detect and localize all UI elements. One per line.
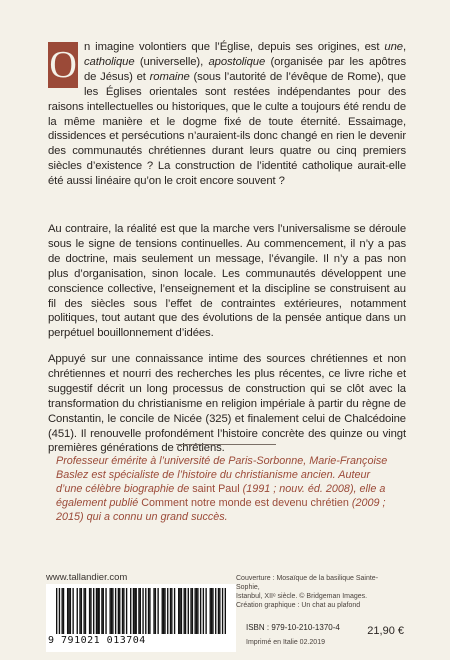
barcode-bar xyxy=(56,588,57,634)
barcode-bar xyxy=(77,588,78,634)
roman-text: Comment notre monde est devenu chrétien xyxy=(141,496,349,509)
barcode-bar xyxy=(181,588,182,634)
credit-line: Création graphique : Un chat au plafond xyxy=(236,602,361,609)
barcode-bar xyxy=(101,588,102,634)
italic-text: apostolique xyxy=(208,55,266,68)
barcode-bar xyxy=(170,588,171,634)
barcode-bar xyxy=(97,588,98,634)
barcode-bar xyxy=(133,588,134,634)
barcode-bar xyxy=(194,588,195,634)
barcode-bar xyxy=(63,588,64,634)
section-divider xyxy=(176,444,276,445)
barcode-bar xyxy=(118,588,119,634)
barcode-bar xyxy=(89,588,90,634)
barcode-bar xyxy=(111,588,112,634)
barcode-bar xyxy=(67,588,68,634)
barcode-bar xyxy=(225,588,226,634)
intro-text xyxy=(48,41,406,187)
barcode-bar xyxy=(164,588,165,634)
barcode-bar xyxy=(130,588,131,634)
roman-text: n imagine volontiers que l’Église, depuis ses origines, est xyxy=(84,41,385,53)
barcode-bar xyxy=(148,588,149,634)
intro-paragraph xyxy=(48,40,406,189)
price: 21,90 € xyxy=(367,625,404,637)
barcode-bar xyxy=(126,588,127,634)
printed-in: Imprimé en Italie 02.2019 xyxy=(246,639,325,646)
italic-text: (2009 ; 2015) qui a connu un grand succès. xyxy=(56,496,386,523)
barcode-bar xyxy=(103,588,104,634)
barcode-bar xyxy=(219,588,220,634)
author-bio xyxy=(56,455,398,525)
barcode-bar xyxy=(155,588,156,634)
barcode-bar xyxy=(105,588,106,634)
barcode-bar xyxy=(197,588,198,634)
barcode-bar xyxy=(211,588,212,634)
barcode-bar xyxy=(205,588,206,634)
barcode-bar xyxy=(72,588,73,634)
credit-line: Couverture : Mosaïque de la basilique Sainte-Sophie, xyxy=(236,575,379,591)
publisher-website: www.tallandier.com xyxy=(46,572,128,583)
barcode-bar xyxy=(61,588,62,634)
barcode-bar xyxy=(115,588,116,634)
barcode-bar xyxy=(136,588,137,634)
italic-text: (1991 ; nouv. éd. 2008), elle a également publié xyxy=(56,482,386,509)
barcode-bar xyxy=(174,588,175,634)
barcode-bar xyxy=(145,588,146,634)
barcode-bar xyxy=(188,588,189,634)
barcode-bar xyxy=(85,588,86,634)
barcode-bar xyxy=(140,588,141,634)
barcode-bar xyxy=(134,588,135,634)
barcode-bar xyxy=(68,588,69,634)
barcode-bar xyxy=(157,588,158,634)
italic-text: une xyxy=(384,41,403,53)
barcode-bar xyxy=(81,588,82,634)
barcode-bar xyxy=(93,588,94,634)
roman-text: saint Paul xyxy=(192,482,240,495)
drop-cap: O xyxy=(49,44,77,86)
italic-text: romaine xyxy=(149,70,190,83)
barcode-bar xyxy=(192,588,193,634)
barcode-bar xyxy=(171,588,172,634)
isbn: ISBN : 979-10-210-1370-4 xyxy=(246,623,340,632)
barcode-bar xyxy=(203,588,204,634)
barcode-bar xyxy=(179,588,180,634)
barcode-bar xyxy=(70,588,71,634)
barcode-bar xyxy=(119,588,120,634)
cover-credits xyxy=(236,574,386,610)
roman-text: (sous l’autorité de l’évêque de Rome), que les Églises orientales sont restées indépendantes pour des raisons intellectuelles ou historiques, que le culte a toujours été rendu de la même manière et le dogme fixé de toute éternité. Essaimage, dissidences et persécutions n’auraient-ils donc changé en rien le devenir des communautés chrétiennes durant leurs quatre ou cinq premiers siècles d’existence ? La construction de l’identité catholique aurait-elle été aussi linéaire qu’on le croit encore souvent ? xyxy=(48,70,406,188)
barcode-bar xyxy=(99,588,100,634)
roman-text: , xyxy=(402,41,406,53)
barcode-bar xyxy=(163,588,164,634)
credit-line: Istanbul, XIIᵉ siècle. © Bridgeman Images. xyxy=(236,593,368,600)
barcode-digits: 9 791021 013704 xyxy=(48,635,146,646)
barcode-bar xyxy=(123,588,124,634)
barcode-bar xyxy=(96,588,97,634)
barcode-bar xyxy=(109,588,110,634)
roman-text: (organisée par les apôtres de Jésus) et xyxy=(84,55,407,83)
barcode-bar xyxy=(162,588,163,634)
barcode-bar xyxy=(218,588,219,634)
barcode-bar xyxy=(149,588,150,634)
barcode-bar xyxy=(122,588,123,634)
barcode-bar xyxy=(138,588,139,634)
barcode-bar xyxy=(90,588,91,634)
barcode-bar xyxy=(167,588,168,634)
barcode-bar xyxy=(112,588,113,634)
barcode-bar xyxy=(190,588,191,634)
barcode-bar xyxy=(59,588,60,634)
third-paragraph: Appuyé sur une connaissance intime des sources chrétiennes et non chrétiennes et nourri des recherches les plus récentes, ce livre riche et suggestif décrit un long processus de construction qui se clôt avec la transformation du christianisme en religion impériale à partir du règne de Constantin, le concile de Nicée (325) et finalement celui de Chalcédoine (451). Il renouvelle profondément l’histoire concrète des quinze ou vingt premières générations de chrétiens. xyxy=(48,353,406,455)
barcode-bar xyxy=(153,588,154,634)
barcode-bar xyxy=(178,588,179,634)
italic-text: catholique xyxy=(84,55,135,68)
second-paragraph: Au contraire, la réalité est que la marche vers l’universalisme se déroule sous le signe de tensions continuelles. Au commencement, il n’y a pas de doctrine, mais seulement un message, l’évangile. Il n’y a pas non plus d’organisation, sinon locale. Les communautés développent une conscience collective, l’enseignement et la discipline se construisent au fil des siècles sous l’effet de contraintes extérieures, notamment politiques, tout autant que des évolutions de la pensée antique dans un perpétuel bouillonnement d’idées. xyxy=(48,223,406,340)
italic-text: Professeur émérite à l’université de Paris-Sorbonne, Marie-Françoise Baslez est spécialiste de l’histoire du christianisme ancien. Auteur d’une célèbre biographie de xyxy=(56,455,388,495)
barcode-bar xyxy=(215,588,216,634)
barcode-bar xyxy=(212,588,213,634)
barcode-bar xyxy=(83,588,84,634)
barcode-bar xyxy=(196,588,197,634)
barcode-bar xyxy=(222,588,223,634)
barcode-bars xyxy=(56,588,226,634)
barcode-bar xyxy=(200,588,201,634)
barcode-bar xyxy=(210,588,211,634)
barcode-bar xyxy=(79,588,80,634)
barcode-bar xyxy=(142,588,143,634)
barcode-bar xyxy=(185,588,186,634)
roman-text: (universelle), xyxy=(134,55,209,68)
barcode-bar xyxy=(184,588,185,634)
barcode xyxy=(46,584,236,652)
